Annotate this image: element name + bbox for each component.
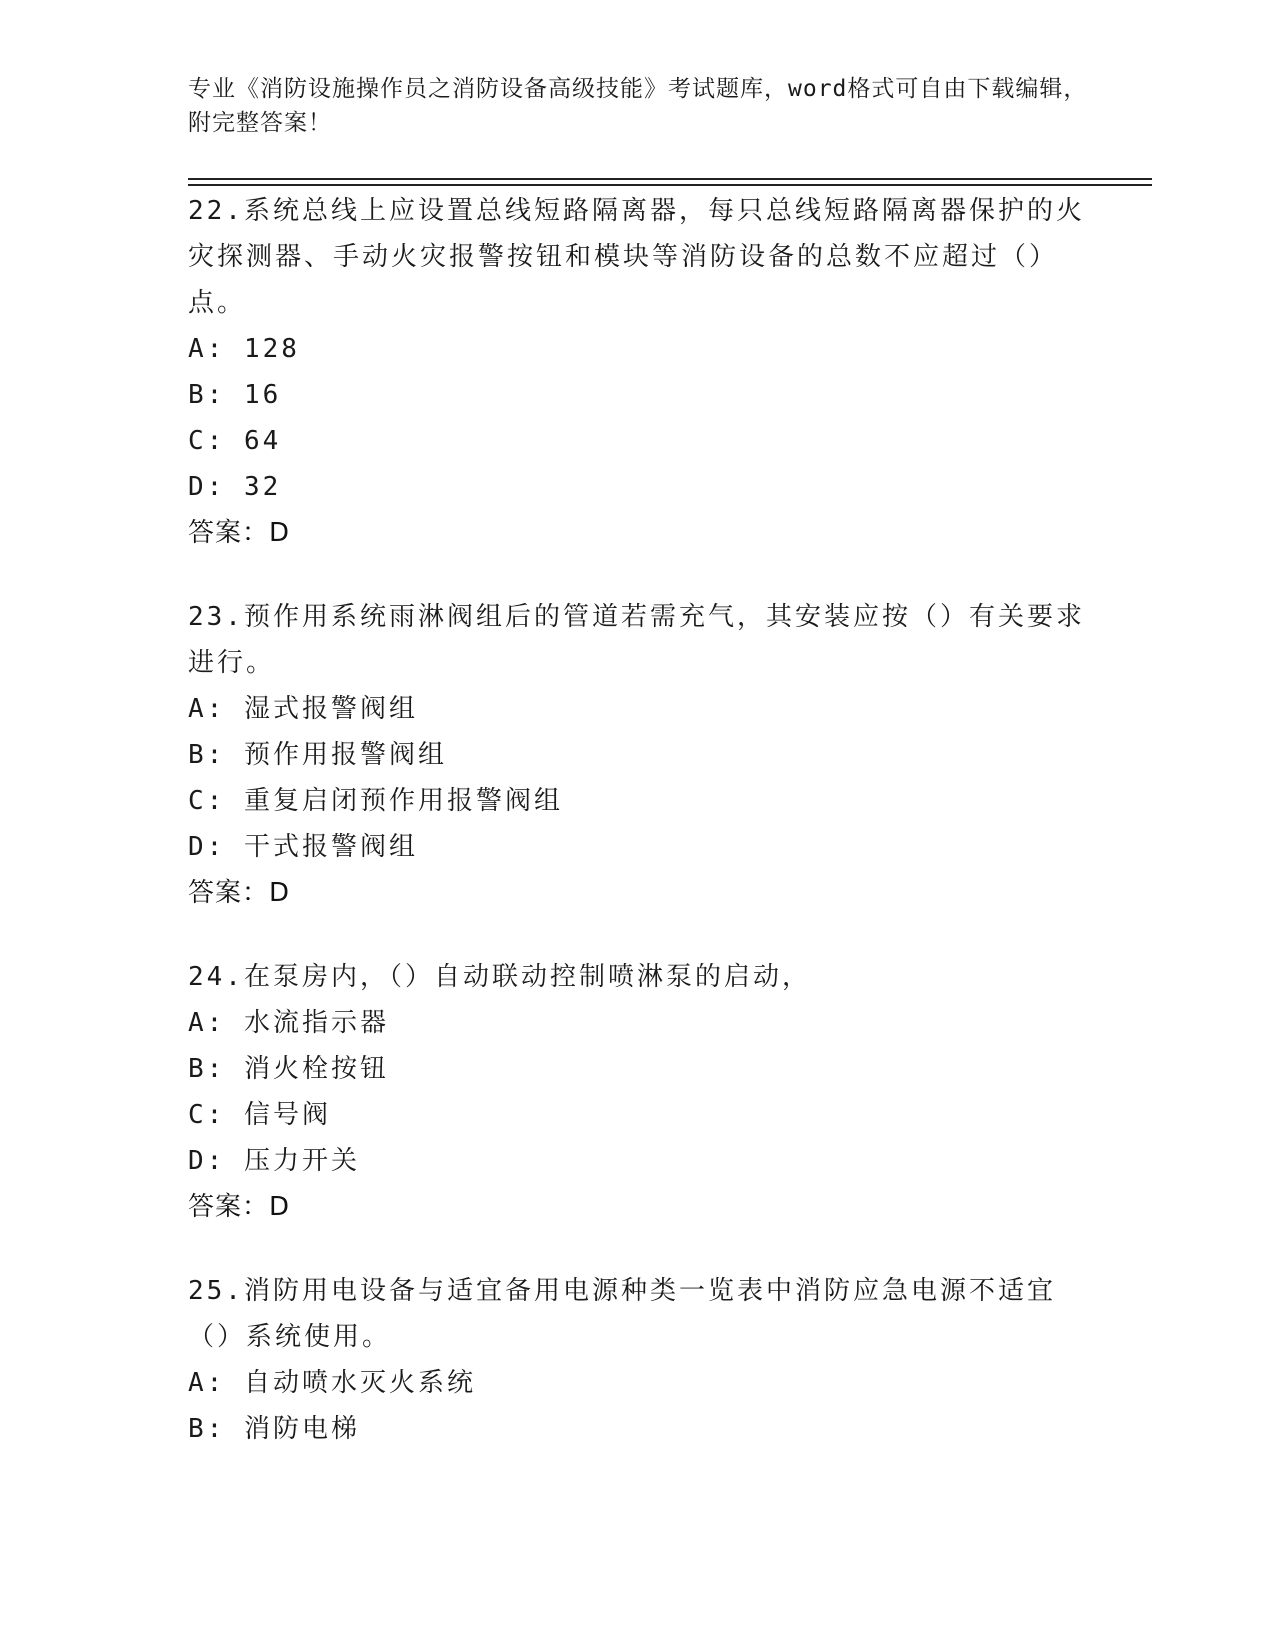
option-b: B: 16 <box>188 380 282 410</box>
header-divider-bottom <box>188 184 1152 186</box>
option-c: C: 信号阀 <box>188 1100 331 1130</box>
option-d: D: 32 <box>188 472 282 502</box>
option-b: B: 消防电梯 <box>188 1414 360 1444</box>
answer: 答案：D <box>188 1192 291 1222</box>
question-text: 23.预作用系统雨淋阀组后的管道若需充气，其安装应按（）有关要求进行。 <box>188 602 1085 678</box>
question-text: 24.在泵房内，（）自动联动控制喷淋泵的启动， <box>188 962 811 992</box>
question-24 <box>188 954 1088 1230</box>
question-text: 22.系统总线上应设置总线短路隔离器，每只总线短路隔离器保护的火灾探测器、手动火灾报警按钮和模块等消防设备的总数不应超过（）点。 <box>188 196 1085 318</box>
header-divider-top <box>188 178 1152 180</box>
option-d: D: 压力开关 <box>188 1146 360 1176</box>
question-text: 25.消防用电设备与适宜备用电源种类一览表中消防应急电源不适宜（）系统使用。 <box>188 1276 1056 1352</box>
question-23 <box>188 594 1088 916</box>
option-a: A: 湿式报警阀组 <box>188 694 418 724</box>
option-c: C: 重复启闭预作用报警阀组 <box>188 786 563 816</box>
option-b: B: 预作用报警阀组 <box>188 740 447 770</box>
answer: 答案：D <box>188 878 291 908</box>
option-a: A: 自动喷水灭火系统 <box>188 1368 476 1398</box>
document-header: 专业《消防设施操作员之消防设备高级技能》考试题库，word格式可自由下载编辑，附完整答案！ <box>188 76 1088 136</box>
option-b: B: 消火栓按钮 <box>188 1054 389 1084</box>
option-a: A: 128 <box>188 334 300 364</box>
question-25 <box>188 1268 1088 1452</box>
option-a: A: 水流指示器 <box>188 1008 389 1038</box>
option-d: D: 干式报警阀组 <box>188 832 418 862</box>
answer: 答案：D <box>188 518 291 548</box>
question-list <box>188 188 1088 1490</box>
question-22 <box>188 188 1088 556</box>
option-c: C: 64 <box>188 426 282 456</box>
